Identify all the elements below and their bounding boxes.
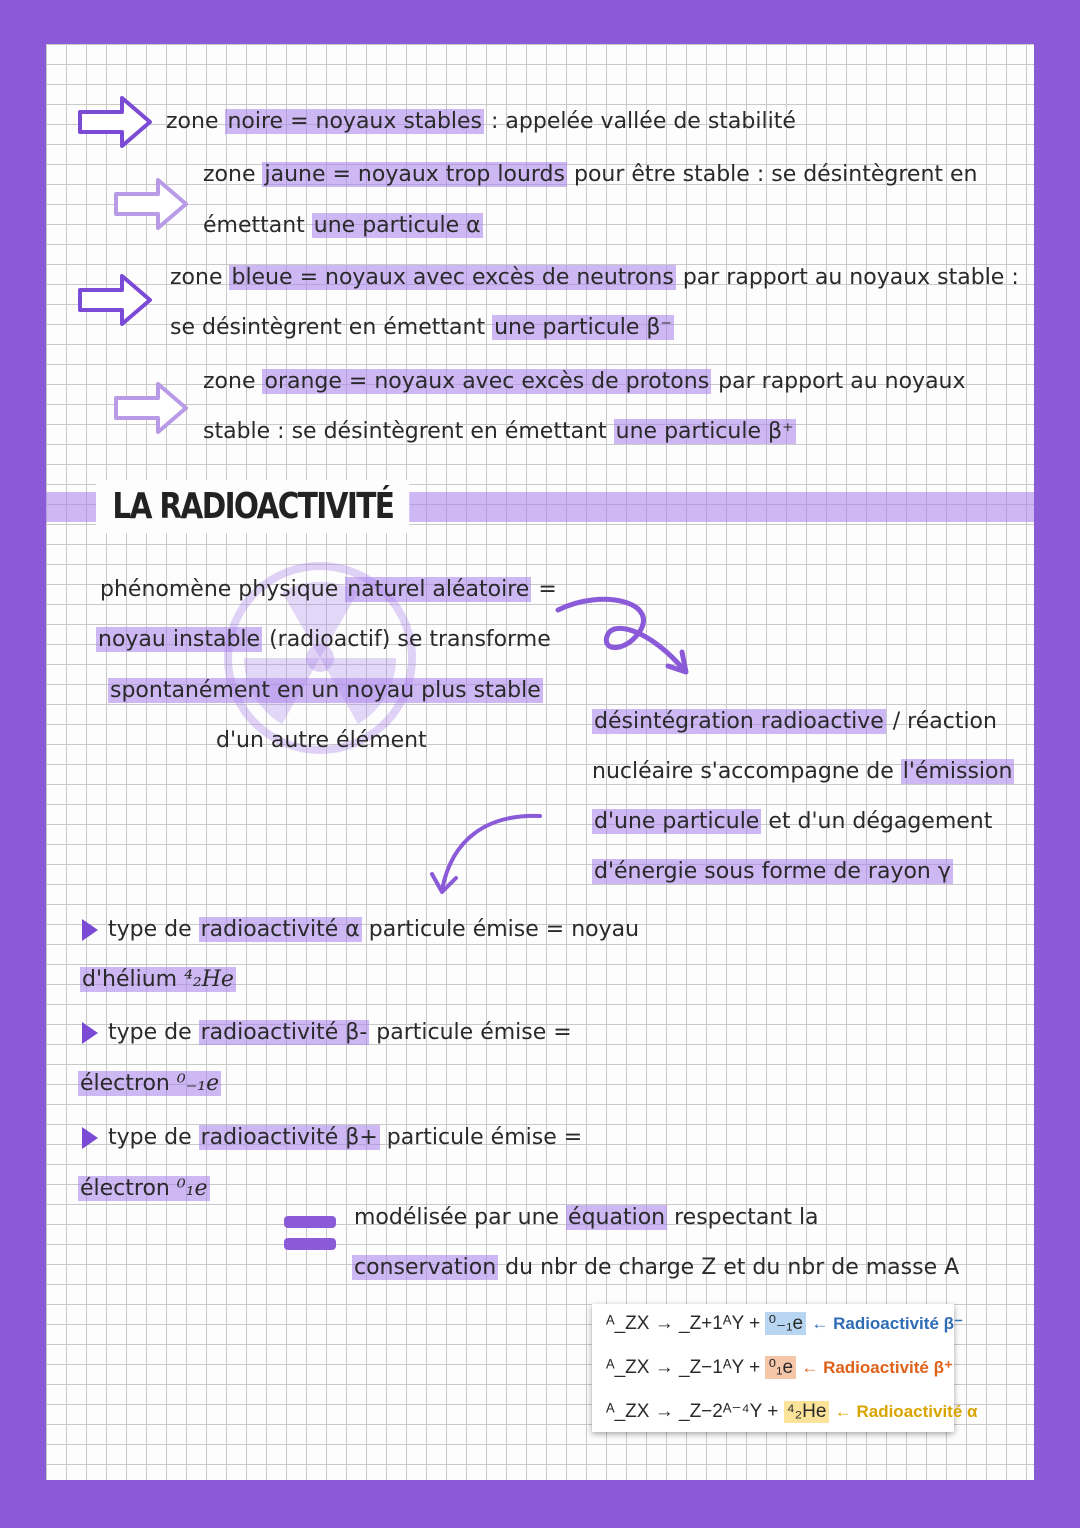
text: zone	[166, 109, 226, 134]
text: par rapport au noyaux	[711, 369, 966, 394]
equals-icon	[282, 1214, 338, 1254]
highlight: orange = noyaux avec excès de protons	[264, 369, 710, 394]
arrow-icon	[112, 176, 192, 232]
highlight: radioactivité β+	[200, 1125, 378, 1150]
zone-bleue-line2	[170, 314, 674, 342]
zone-jaune-line	[203, 161, 978, 189]
text: phénomène physique	[100, 577, 346, 602]
text: zone	[203, 162, 263, 187]
zone-noire-line	[166, 108, 796, 136]
text: particule émise = noyau	[361, 917, 640, 942]
highlight: une particule α	[313, 213, 481, 238]
text: émettant	[203, 213, 312, 238]
equation-alpha	[606, 1400, 977, 1423]
zone-orange-line	[203, 368, 966, 396]
definition-line3	[108, 677, 543, 705]
highlight: d'énergie sous forme de rayon γ	[594, 859, 951, 884]
highlight: noyau instable	[98, 627, 261, 652]
text: modélisée par une	[354, 1205, 567, 1230]
text: stable : se désintègrent en émettant	[203, 419, 614, 444]
type-alpha-line	[82, 916, 639, 944]
text: zone	[203, 369, 263, 394]
equation-beta-minus	[606, 1312, 963, 1335]
text: électron	[80, 1176, 177, 1201]
type-beta-minus-line	[82, 1019, 572, 1047]
text: : appelée vallée de stabilité	[484, 109, 796, 134]
text: se désintègrent en émettant	[170, 315, 493, 340]
highlight: une particule β⁺	[615, 419, 794, 444]
electron-symbol: ⁰₋₁e	[176, 1071, 220, 1096]
text: d'hélium	[82, 967, 185, 992]
desintegration-line2	[592, 758, 1014, 786]
highlight: bleue = noyaux avec excès de neutrons	[231, 265, 674, 290]
triangle-bullet-icon	[82, 1127, 98, 1149]
particle-chip: ⁴₂He	[784, 1401, 830, 1423]
text: zone	[170, 265, 230, 290]
arrow-icon	[76, 272, 156, 328]
equation-beta-plus	[606, 1356, 953, 1379]
text: type de	[108, 1125, 199, 1150]
text: particule émise =	[379, 1125, 583, 1150]
text: et d'un dégagement	[761, 809, 993, 834]
equation-label: ← Radioactivité β⁺	[801, 1358, 953, 1377]
definition-line2	[96, 626, 551, 654]
text: par rapport au noyaux stable :	[675, 265, 1019, 290]
type-beta-plus-line	[82, 1124, 582, 1152]
highlight: jaune = noyaux trop lourds	[264, 162, 565, 187]
arrow-icon	[76, 94, 156, 150]
arrow-icon	[112, 380, 192, 436]
text: (radioactif) se transforme	[262, 627, 551, 652]
highlight: spontanément en un noyau plus stable	[110, 678, 541, 703]
text: électron	[80, 1071, 177, 1096]
equations-box	[592, 1304, 978, 1432]
highlight: l'émission	[902, 759, 1013, 784]
highlight: naturel aléatoire	[347, 577, 530, 602]
positron-symbol: ⁰₁e	[176, 1176, 208, 1201]
text: =	[531, 577, 557, 602]
equation-line1	[354, 1204, 819, 1232]
particle-chip: ⁰₋₁e	[765, 1312, 806, 1335]
desintegration-line1	[592, 708, 997, 736]
type-alpha-line2	[80, 966, 236, 994]
highlight: radioactivité α	[200, 917, 360, 942]
highlight: une particule β⁻	[494, 315, 673, 340]
text: / réaction	[885, 709, 997, 734]
equation-label: ← Radioactivité α	[834, 1402, 978, 1421]
text: nucléaire s'accompagne de	[592, 759, 901, 784]
curved-arrow-icon	[428, 808, 546, 898]
type-beta-minus-line2	[78, 1070, 221, 1098]
desintegration-line3	[592, 808, 992, 836]
triangle-bullet-icon	[82, 1022, 98, 1044]
text: particule émise =	[369, 1020, 572, 1045]
highlight: conservation	[354, 1255, 497, 1280]
highlight: d'une particule	[594, 809, 760, 834]
highlight: désintégration radioactive	[594, 709, 884, 734]
zone-jaune-line2	[203, 212, 483, 240]
text: type de	[108, 1020, 199, 1045]
text: du nbr de charge Z et du nbr de masse A	[498, 1255, 960, 1280]
equation-lhs: ᴬ_ZX → _Z+1ᴬY +	[606, 1313, 761, 1334]
helium-symbol: ⁴₂He	[184, 967, 234, 992]
highlight: noire = noyaux stables	[227, 109, 483, 134]
text: type de	[108, 917, 199, 942]
particle-chip: ⁰₁e	[765, 1356, 796, 1379]
highlight: équation	[568, 1205, 666, 1230]
text: pour être stable : se désintègrent en	[567, 162, 978, 187]
definition-line1	[100, 576, 557, 604]
equation-lhs: ᴬ_ZX → _Z−2ᴬ⁻⁴Y +	[606, 1401, 779, 1422]
triangle-bullet-icon	[82, 919, 98, 941]
equation-line2	[352, 1254, 959, 1282]
definition-line4: d'un autre élément	[216, 728, 427, 753]
equation-label: ← Radioactivité β⁻	[811, 1314, 963, 1333]
section-title: LA RADIOACTIVITÉ	[96, 480, 410, 533]
zone-bleue-line	[170, 264, 1019, 292]
text: respectant la	[667, 1205, 819, 1230]
desintegration-line4	[592, 858, 953, 886]
highlight: radioactivité β-	[200, 1020, 368, 1045]
type-beta-plus-line2	[78, 1175, 210, 1203]
equation-lhs: ᴬ_ZX → _Z−1ᴬY +	[606, 1357, 761, 1378]
zone-orange-line2	[203, 418, 796, 446]
curly-arrow-icon	[552, 592, 702, 682]
